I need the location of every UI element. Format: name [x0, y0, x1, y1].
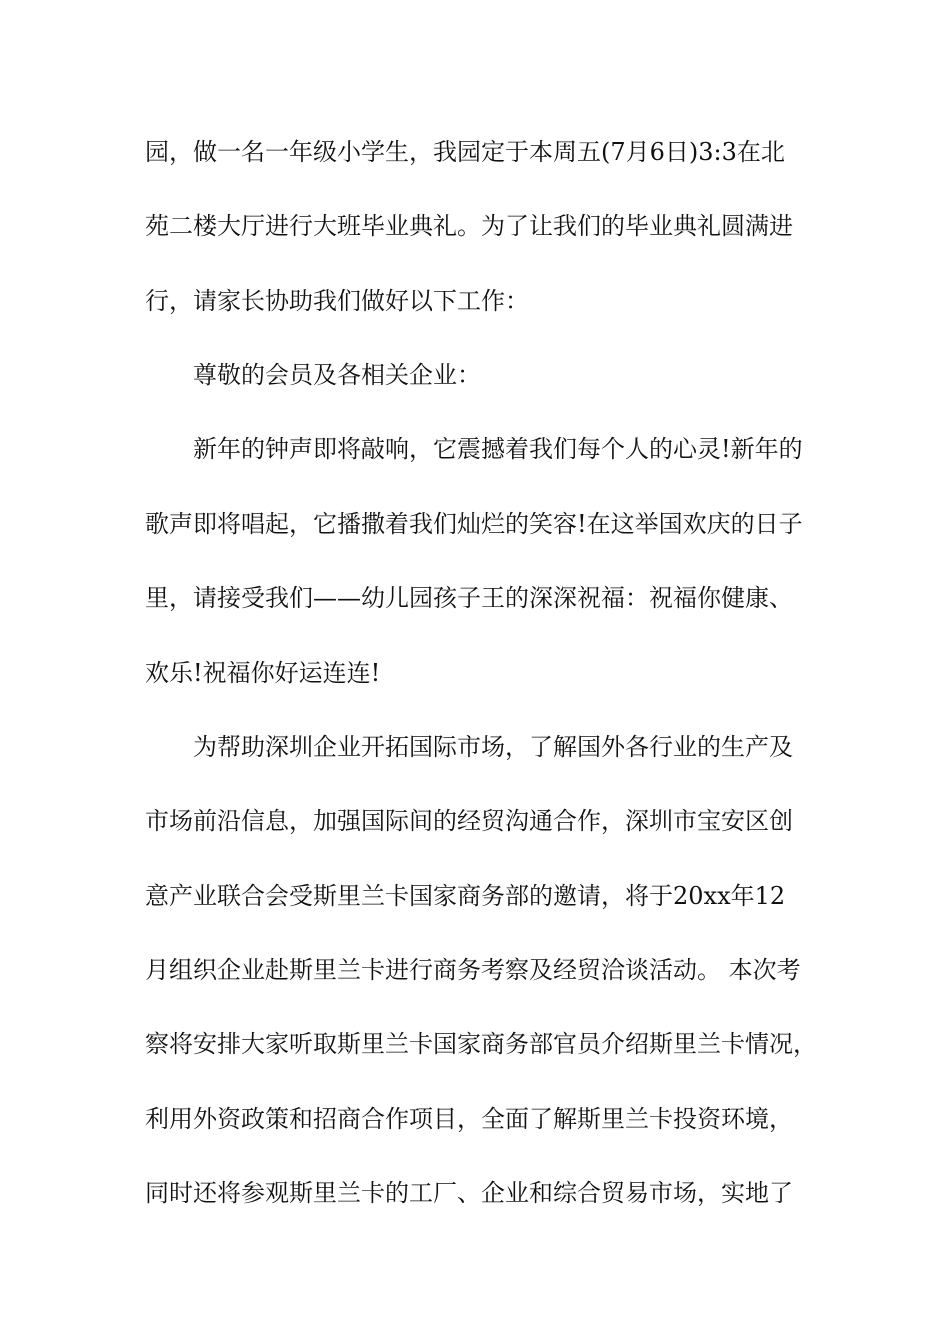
text-line: 歌声即将唱起，它播撒着我们灿烂的笑容!在这举国欢庆的日子	[145, 510, 803, 538]
text-line: 利用外资政策和招商合作项目，全面了解斯里兰卡投资环境，	[145, 1105, 793, 1133]
text-line: 同时还将参观斯里兰卡的工厂、企业和综合贸易市场，实地了	[145, 1179, 793, 1207]
text-line: 苑二楼大厅进行大班毕业典礼。为了让我们的毕业典礼圆满进	[145, 212, 793, 240]
text-line: 欢乐!祝福你好运连连!	[145, 659, 381, 687]
salutation: 尊敬的会员及各相关企业：	[193, 361, 481, 389]
text-line: 新年的钟声即将敲响，它震撼着我们每个人的心灵!新年的	[193, 435, 803, 463]
text-line: 里，请接受我们——幼儿园孩子王的深深祝福：祝福你健康、	[145, 584, 793, 612]
text-line: 为帮助深圳企业开拓国际市场，了解国外各行业的生产及	[193, 733, 793, 761]
text-line: 月组织企业赴斯里兰卡进行商务考察及经贸洽谈活动。 本次考	[145, 956, 801, 984]
text-line: 察将安排大家听取斯里兰卡国家商务部官员介绍斯里兰卡情况，	[145, 1030, 817, 1058]
text-line: 行，请家长协助我们做好以下工作：	[145, 287, 529, 315]
text-line: 市场前沿信息，加强国际间的经贸沟通合作，深圳市宝安区创	[145, 807, 793, 835]
text-line: 园，做一名一年级小学生，我园定于本周五(7月6日)3:3在北	[145, 138, 785, 166]
text-line: 意产业联合会受斯里兰卡国家商务部的邀请，将于20xx年12	[145, 882, 786, 910]
